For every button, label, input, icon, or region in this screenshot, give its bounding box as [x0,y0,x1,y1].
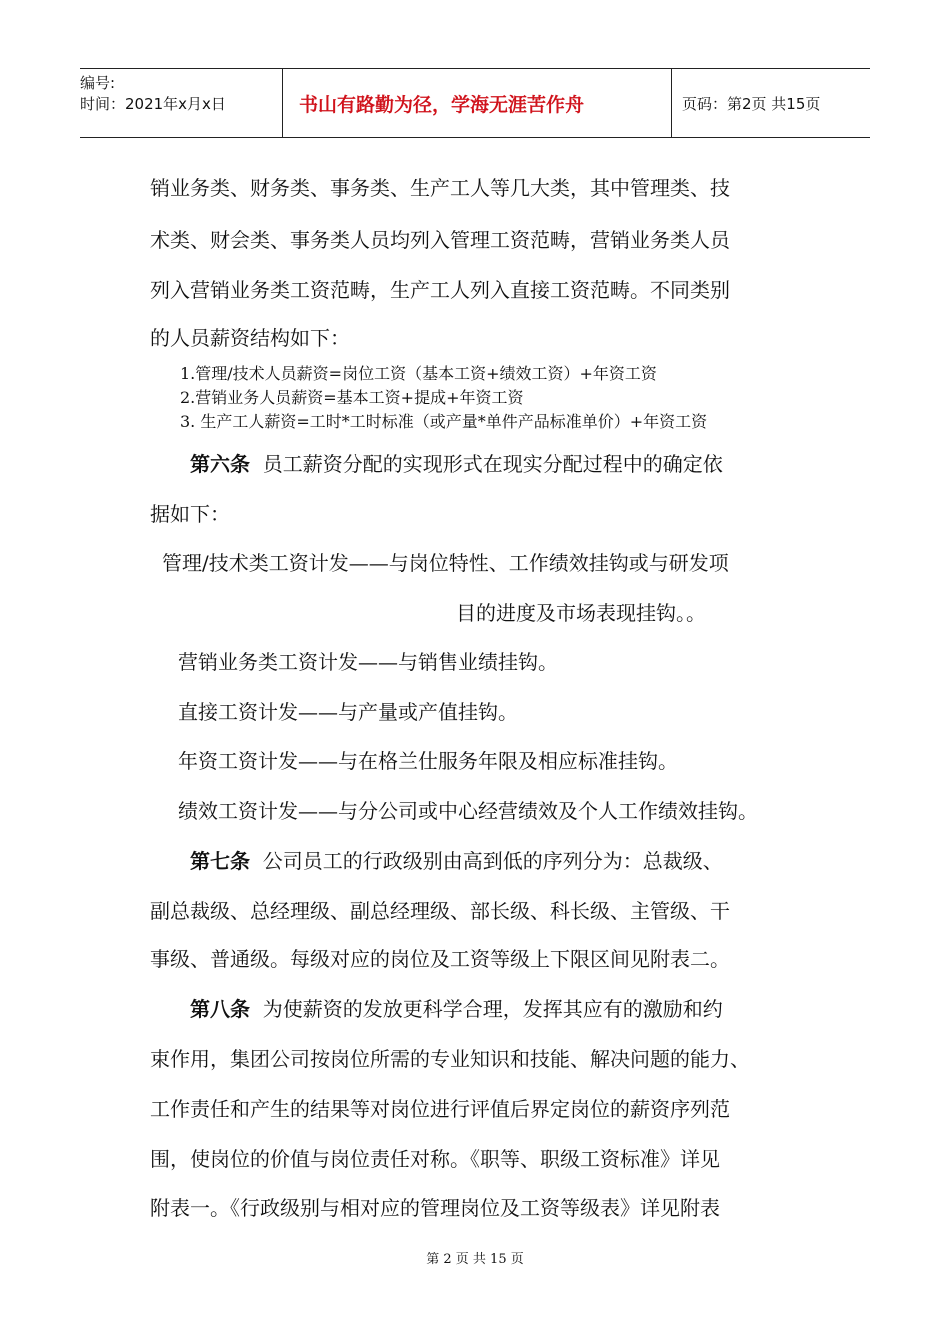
article-8-line: 附表一。《行政级别与相对应的管理岗位及工资等级表》详见附表 [150,1196,720,1220]
header-page-info: 页码：第2页 共15页 [682,94,821,113]
article-6-line: 据如下： [150,502,230,526]
article-6-title: 第六条 [190,452,250,476]
article-7-title: 第七条 [190,849,250,873]
basis-item: 营销业务类工资计发——与销售业绩挂钩。 [178,650,558,674]
time-label: 时间：2021年x月x日 [80,95,226,113]
header-motto: 书山有路勤为径，学海无涯苦作舟 [283,69,672,137]
body-line: 的人员薪资结构如下： [150,326,350,350]
body-line: 术类、财会类、事务类人员均列入管理工资范畴，营销业务类人员 [150,228,730,252]
basis-item: 目的进度及市场表现挂钩。。 [456,601,706,625]
header-meta [80,69,283,137]
article-6-paragraph [190,448,723,477]
article-8-line: 围，使岗位的价值与岗位责任对称。《职等、职级工资标准》详见 [150,1147,720,1171]
body-line: 销业务类、财务类、事务类、生产工人等几大类，其中管理类、技 [150,176,730,200]
article-7-paragraph [190,845,723,874]
article-7-line: 事级、普通级。每级对应的岗位及工资等级上下限区间见附表二。 [150,947,730,971]
basis-item: 年资工资计发——与在格兰仕服务年限及相应标准挂钩。 [178,749,678,773]
basis-item: 管理/技术类工资计发——与岗位特性、工作绩效挂钩或与研发项 [162,551,729,575]
basis-item: 直接工资计发——与产量或产值挂钩。 [178,700,518,724]
salary-formula-item: 3. 生产工人薪资=工时*工时标准（或产量*单件产品标准单价）+年资工资 [180,412,708,431]
article-8-line: 工作责任和产生的结果等对岗位进行评值后界定岗位的薪资序列范 [150,1097,730,1121]
page-header [80,68,870,138]
article-6-text: 员工薪资分配的实现形式在现实分配过程中的确定依 [262,452,723,476]
article-7-text: 公司员工的行政级别由高到低的序列分为：总裁级、 [262,849,723,873]
basis-item: 绩效工资计发——与分公司或中心经营绩效及个人工作绩效挂钩。 [178,799,758,823]
article-8-line: 束作用，集团公司按岗位所需的专业知识和技能、解决问题的能力、 [150,1047,750,1071]
article-8-text: 为使薪资的发放更科学合理，发挥其应有的激励和约 [262,997,723,1021]
article-7-line: 副总裁级、总经理级、副总经理级、部长级、科长级、主管级、干 [150,899,730,923]
body-line: 列入营销业务类工资范畴，生产工人列入直接工资范畴。不同类别 [150,278,730,302]
article-8-title: 第八条 [190,997,250,1021]
page-footer: 第 2 页 共 15 页 [426,1252,524,1267]
number-label: 编号: [80,74,116,92]
salary-formula-item: 2.营销业务人员薪资=基本工资+提成+年资工资 [180,388,524,407]
article-8-paragraph [190,993,723,1022]
salary-formula-item: 1.管理/技术人员薪资=岗位工资（基本工资+绩效工资）+年资工资 [180,364,657,383]
